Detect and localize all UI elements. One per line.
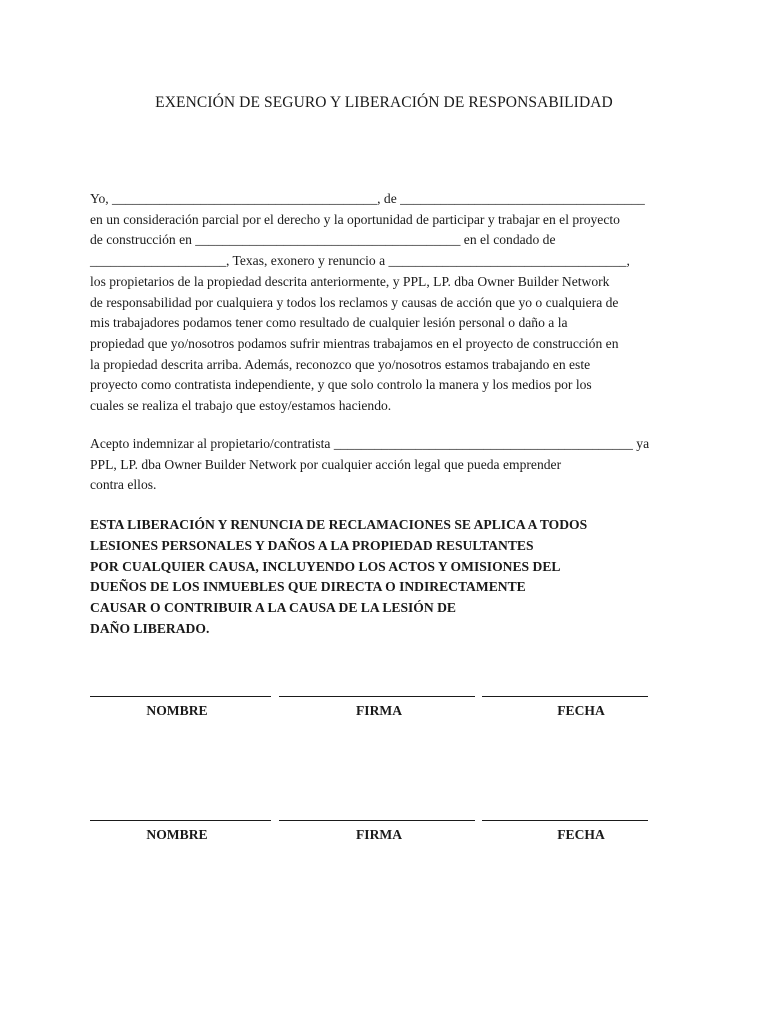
signature-line[interactable] xyxy=(279,696,475,697)
clause-line: POR CUALQUIER CAUSA, INCLUYENDO LOS ACTOS Y OMISIONES DEL xyxy=(90,558,561,574)
paragraph-line: Acepto indemnizar al propietario/contratista ____________________________________________ ya xyxy=(90,436,650,451)
date-signature-line[interactable] xyxy=(482,820,648,821)
signature-row xyxy=(0,820,768,860)
paragraph-line: contra ellos. xyxy=(90,477,157,493)
clause-line: DUEÑOS DE LOS INMUEBLES QUE DIRECTA O INDIRECTAMENTE xyxy=(90,579,526,595)
document-title: EXENCIÓN DE SEGURO Y LIBERACIÓN DE RESPONSABILIDAD xyxy=(155,94,613,111)
release-clause xyxy=(90,515,690,640)
paragraph-line: propiedad que yo/nosotros podamos sufrir mientras trabajamos en el proyecto de construcción en xyxy=(90,335,619,351)
paragraph-line: Yo, _______________________________________, de ____________________________________ xyxy=(90,191,645,206)
paragraph-line: ____________________, Texas, exonero y renuncio a ___________________________________, xyxy=(90,253,630,269)
clause-line: ESTA LIBERACIÓN Y RENUNCIA DE RECLAMACIONES SE APLICA A TODOS xyxy=(90,517,588,532)
paragraph-line: PPL, LP. dba Owner Builder Network por cualquier acción legal que pueda emprender xyxy=(90,456,562,472)
clause-line: LESIONES PERSONALES Y DAÑOS A LA PROPIEDAD RESULTANTES xyxy=(90,537,534,553)
name-signature-line[interactable] xyxy=(90,820,271,821)
paragraph-waiver xyxy=(90,189,690,417)
name-signature-line[interactable] xyxy=(90,696,271,697)
paragraph-indemnity xyxy=(90,434,690,496)
paragraph-line: cuales se realiza el trabajo que estoy/estamos haciendo. xyxy=(90,398,392,414)
clause-line: DAÑO LIBERADO. xyxy=(90,620,210,636)
date-label: FECHA xyxy=(557,827,605,842)
date-label: FECHA xyxy=(557,703,605,718)
name-label: NOMBRE xyxy=(146,703,208,718)
paragraph-line: proyecto como contratista independiente, y que solo controlo la manera y los medios por los xyxy=(90,377,592,393)
paragraph-line: en un consideración parcial por el derecho y la oportunidad de participar y trabajar en el proyecto xyxy=(90,211,620,227)
paragraph-line: de construcción en _______________________________________ en el condado de xyxy=(90,232,556,248)
clause-line: CAUSAR O CONTRIBUIR A LA CAUSA DE LA LESIÓN DE xyxy=(90,600,456,616)
signature-label: FIRMA xyxy=(355,827,403,842)
name-label: NOMBRE xyxy=(146,827,208,842)
signature-line[interactable] xyxy=(279,820,475,821)
signature-row xyxy=(0,696,768,736)
paragraph-line: la propiedad descrita arriba. Además, reconozco que yo/nosotros estamos trabajando en este xyxy=(90,356,591,372)
date-signature-line[interactable] xyxy=(482,696,648,697)
paragraph-line: mis trabajadores podamos tener como resultado de cualquier lesión personal o daño a la xyxy=(90,315,568,331)
paragraph-line: los propietarios de la propiedad descrita anteriormente, y PPL, LP. dba Owner Builder Network xyxy=(90,273,610,289)
paragraph-line: de responsabilidad por cualquiera y todos los reclamos y causas de acción que yo o cualquiera de xyxy=(90,294,619,310)
signature-label: FIRMA xyxy=(355,703,403,718)
